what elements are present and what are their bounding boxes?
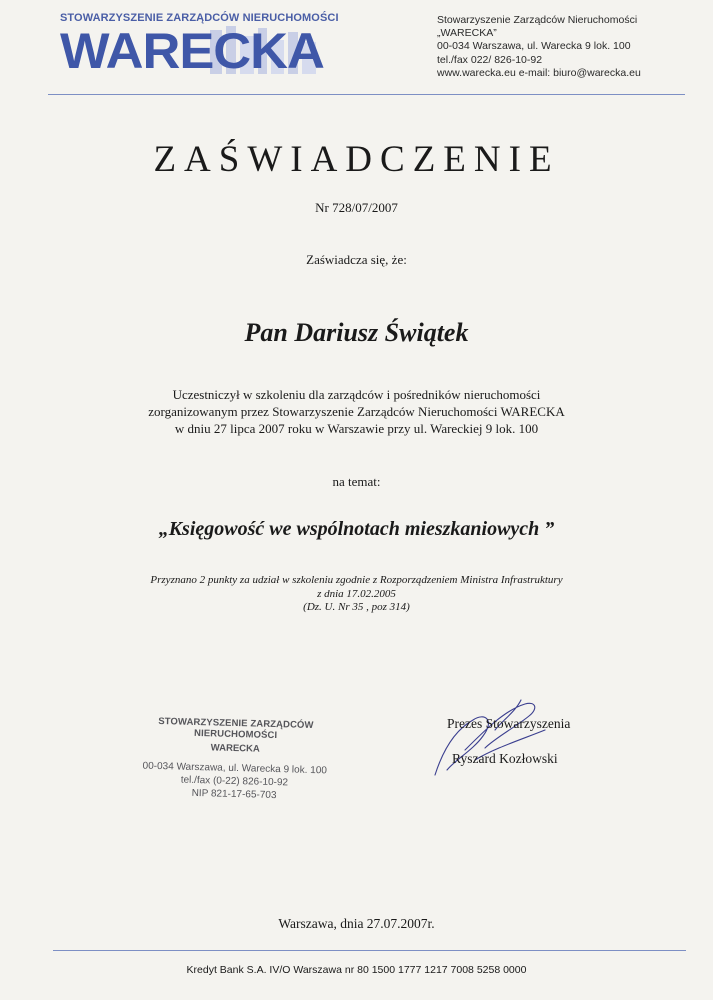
- letterhead-contact: [437, 14, 697, 80]
- logo-organization-name: STOWARZYSZENIE ZARZĄDCÓW NIERUCHOMOŚCI: [60, 12, 339, 24]
- participation-line: w dniu 27 lipca 2007 roku w Warszawie przy ul. Wareckiej 9 lok. 100: [174, 421, 539, 436]
- recipient-name: Pan Dariusz Świątek: [244, 318, 469, 347]
- certifies-statement: Zaświadcza się, że:: [306, 252, 407, 267]
- warecka-logo: [60, 12, 339, 79]
- footer-divider: [53, 950, 686, 951]
- organization-stamp: [119, 715, 351, 803]
- place-and-date: Warszawa, dnia 27.07.2007r.: [278, 916, 435, 931]
- stamp-address: 00-034 Warszawa, ul. Warecka 9 lok. 100: [142, 760, 328, 777]
- header-divider: [48, 94, 685, 95]
- handwritten-signature: [425, 690, 555, 785]
- points-line: (Dz. U. Nr 35 , poz 314): [303, 601, 410, 613]
- logo-wordmark: WARECKA: [60, 23, 324, 79]
- signatory-role: Prezes Stowarzyszenia: [447, 716, 571, 731]
- points-line: z dnia 17.02.2005: [317, 587, 396, 600]
- stamp-org-short: WARECKA: [210, 742, 260, 755]
- points-note: [0, 574, 713, 615]
- certificate-title: ZAŚWIADCZENIE: [153, 139, 560, 180]
- points-line: Przyznano 2 punkty za udział w szkoleniu zgodnie z Rozporządzeniem Ministra Infrastruktury: [150, 574, 563, 586]
- stamp-org-name: STOWARZYSZENIE ZARZĄDCÓW NIERUCHOMOŚCI: [158, 715, 314, 742]
- training-topic: „Księgowość we wspólnotach mieszkaniowych ”: [158, 518, 555, 540]
- contact-org-short: „WARECKA”: [437, 27, 497, 40]
- bank-account: Kredyt Bank S.A. IV/O Warszawa nr 80 1500 1777 1217 7008 5258 0000: [186, 964, 527, 976]
- certificate-number: Nr 728/07/2007: [315, 200, 398, 215]
- contact-org-name: Stowarzyszenie Zarządców Nieruchomości: [437, 14, 638, 26]
- stamp-nip: NIP 821-17-65-703: [191, 787, 277, 802]
- contact-web-email: www.warecka.eu e-mail: biuro@warecka.eu: [437, 66, 641, 79]
- signatory-name: Ryszard Kozłowski: [452, 751, 558, 766]
- participation-text: [0, 386, 713, 437]
- stamp-phone: tel./fax (0-22) 826-10-92: [180, 774, 289, 789]
- contact-address: 00-034 Warszawa, ul. Warecka 9 lok. 100: [437, 40, 631, 53]
- topic-label: na temat:: [332, 474, 381, 489]
- participation-line: Uczestniczył w szkoleniu dla zarządców i pośredników nieruchomości: [172, 387, 541, 402]
- contact-phone: tel./fax 022/ 826-10-92: [437, 53, 543, 66]
- participation-line: zorganizowanym przez Stowarzyszenie Zarządców Nieruchomości WARECKA: [148, 404, 565, 419]
